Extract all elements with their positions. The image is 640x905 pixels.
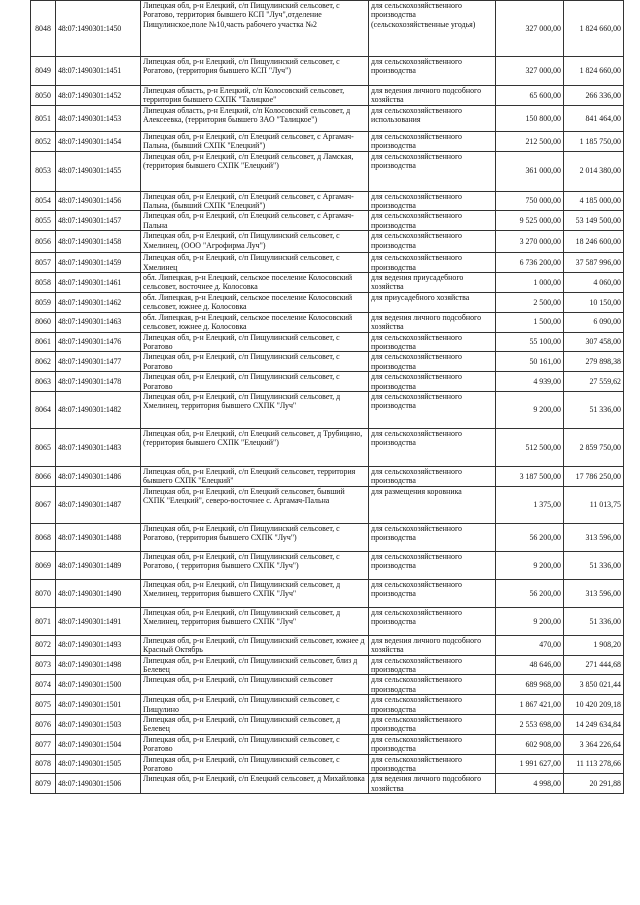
cadastral-value-cell: 10 420 209,18 — [564, 695, 624, 715]
permitted-use-cell: для сельскохозяйственного производства — [369, 579, 496, 607]
area-value-cell: 750 000,00 — [496, 191, 564, 211]
area-value-cell: 55 100,00 — [496, 332, 564, 352]
cadastral-number-cell: 48:07:1490301:1457 — [56, 211, 141, 231]
cadastral-value-cell: 53 149 500,00 — [564, 211, 624, 231]
record-number-cell: 8076 — [31, 715, 56, 735]
permitted-use-cell: для сельскохозяйственного производства — [369, 551, 496, 579]
record-number-cell: 8070 — [31, 579, 56, 607]
address-cell: Липецкая обл, р-н Елецкий, с/п Пищулинский сельсовет, с Рогатово, территория бывшего КСП "Луч",отделение Пищулинское,поле №10,часть рабочего участка №2 — [141, 1, 369, 57]
area-value-cell: 470,00 — [496, 635, 564, 655]
permitted-use-cell: для сельскохозяйственного производства — [369, 754, 496, 774]
cadastral-number-cell: 48:07:1490301:1455 — [56, 151, 141, 191]
record-number-cell: 8072 — [31, 635, 56, 655]
land-registry-table — [30, 0, 624, 794]
address-cell: Липецкая обл, р-н Елецкий, с/п Елецкий сельсовет, с Аргамач-Пальна — [141, 211, 369, 231]
cadastral-value-cell: 4 185 000,00 — [564, 191, 624, 211]
record-number-cell: 8054 — [31, 191, 56, 211]
area-value-cell: 3 270 000,00 — [496, 231, 564, 253]
record-number-cell: 8051 — [31, 105, 56, 131]
cadastral-value-cell: 2 014 380,00 — [564, 151, 624, 191]
record-number-cell: 8078 — [31, 754, 56, 774]
cadastral-number-cell: 48:07:1490301:1456 — [56, 191, 141, 211]
address-cell: Липецкая обл, р-н Елецкий, с/п Пищулинский сельсовет, близ д Белевец — [141, 655, 369, 675]
cadastral-number-cell: 48:07:1490301:1483 — [56, 428, 141, 466]
cadastral-number-cell: 48:07:1490301:1451 — [56, 57, 141, 86]
address-cell: обл. Липецкая, р-н Елецкий, сельское поселение Колосовский сельсовет, южнее д. Колосовка — [141, 312, 369, 332]
permitted-use-cell: для сельскохозяйственного использования — [369, 105, 496, 131]
address-cell: Липецкая обл, р-н Елецкий, с/п Пищулинский сельсовет, южнее д Красный Октябрь — [141, 635, 369, 655]
permitted-use-cell: для сельскохозяйственного производства — [369, 131, 496, 151]
cadastral-value-cell: 14 249 634,84 — [564, 715, 624, 735]
permitted-use-cell: для сельскохозяйственного производства — [369, 253, 496, 273]
permitted-use-cell: для сельскохозяйственного производства — [369, 428, 496, 466]
area-value-cell: 4 998,00 — [496, 774, 564, 794]
permitted-use-cell: для сельскохозяйственного производства — [369, 57, 496, 86]
cadastral-value-cell: 17 786 250,00 — [564, 466, 624, 486]
area-value-cell: 689 968,00 — [496, 675, 564, 695]
table-row — [31, 1, 624, 57]
cadastral-number-cell: 48:07:1490301:1476 — [56, 332, 141, 352]
record-number-cell: 8060 — [31, 312, 56, 332]
permitted-use-cell: для сельскохозяйственного производства — [369, 715, 496, 735]
record-number-cell: 8068 — [31, 523, 56, 551]
cadastral-value-cell: 1 824 660,00 — [564, 57, 624, 86]
cadastral-number-cell: 48:07:1490301:1490 — [56, 579, 141, 607]
cadastral-value-cell: 307 458,00 — [564, 332, 624, 352]
record-number-cell: 8066 — [31, 466, 56, 486]
table-row — [31, 312, 624, 332]
cadastral-value-cell: 313 596,00 — [564, 579, 624, 607]
cadastral-number-cell: 48:07:1490301:1458 — [56, 231, 141, 253]
address-cell: Липецкая обл, р-н Елецкий, с/п Пищулинский сельсовет, с Рогатово, ( территория бывшего СХПК "Луч") — [141, 551, 369, 579]
address-cell: Липецкая обл, р-н Елецкий, с/п Елецкий сельсовет, д Ламская, (территория бывшего СХПК "Елецкий") — [141, 151, 369, 191]
table-row — [31, 105, 624, 131]
cadastral-number-cell: 48:07:1490301:1478 — [56, 372, 141, 392]
table-row — [31, 391, 624, 428]
table-row — [31, 372, 624, 392]
record-number-cell: 8059 — [31, 292, 56, 312]
record-number-cell: 8048 — [31, 1, 56, 57]
permitted-use-cell: для сельскохозяйственного производства — [369, 352, 496, 372]
cadastral-number-cell: 48:07:1490301:1450 — [56, 1, 141, 57]
area-value-cell: 2 500,00 — [496, 292, 564, 312]
permitted-use-cell: для сельскохозяйственного производства — [369, 151, 496, 191]
area-value-cell: 1 000,00 — [496, 273, 564, 293]
area-value-cell: 48 646,00 — [496, 655, 564, 675]
address-cell: Липецкая обл, р-н Елецкий, с/п Пищулинский сельсовет, д Белевец — [141, 715, 369, 735]
address-cell: обл. Липецкая, р-н Елецкий, сельское поселение Колосовский сельсовет, южнее д. Колосовка — [141, 292, 369, 312]
table-row — [31, 754, 624, 774]
permitted-use-cell: для сельскохозяйственного производства — [369, 332, 496, 352]
address-cell: Липецкая обл, р-н Елецкий, с/п Елецкий сельсовет, территория бывшего СХПК "Елецкий" — [141, 466, 369, 486]
cadastral-number-cell: 48:07:1490301:1462 — [56, 292, 141, 312]
table-row — [31, 466, 624, 486]
area-value-cell: 9 200,00 — [496, 607, 564, 635]
area-value-cell: 9 200,00 — [496, 551, 564, 579]
cadastral-value-cell: 4 060,00 — [564, 273, 624, 293]
address-cell: Липецкая обл, р-н Елецкий, с/п Пищулинский сельсовет, с Рогатово, (территория бывшего КСП "Луч") — [141, 57, 369, 86]
permitted-use-cell: для сельскохозяйственного производства (сельскохозяйственные угодья) — [369, 1, 496, 57]
address-cell: Липецкая обл, р-н Елецкий, с/п Пищулинский сельсовет, с Рогатово, (территория бывшего СХПК "Луч") — [141, 523, 369, 551]
address-cell: Липецкая обл, р-н Елецкий, с/п Елецкий сельсовет, с Аргамач-Пальна, (бывший СХПК "Елецкий") — [141, 131, 369, 151]
cadastral-value-cell: 51 336,00 — [564, 551, 624, 579]
cadastral-number-cell: 48:07:1490301:1498 — [56, 655, 141, 675]
permitted-use-cell: для ведения личного подсобного хозяйства — [369, 86, 496, 106]
cadastral-value-cell: 18 246 600,00 — [564, 231, 624, 253]
cadastral-value-cell: 11 113 278,66 — [564, 754, 624, 774]
record-number-cell: 8071 — [31, 607, 56, 635]
area-value-cell: 327 000,00 — [496, 1, 564, 57]
table-row — [31, 211, 624, 231]
address-cell: Липецкая обл, р-н Елецкий, с/п Пищулинский сельсовет, с Хмелинец, (ООО "Агрофирма Луч") — [141, 231, 369, 253]
table-row — [31, 523, 624, 551]
table-row — [31, 57, 624, 86]
area-value-cell: 9 200,00 — [496, 391, 564, 428]
cadastral-value-cell: 841 464,00 — [564, 105, 624, 131]
area-value-cell: 1 867 421,00 — [496, 695, 564, 715]
address-cell: Липецкая область, р-н Елецкий, с/п Колосовский сельсовет, территория бывшего СХПК "Талицкое" — [141, 86, 369, 106]
address-cell: Липецкая обл, р-н Елецкий, с/п Пищулинский сельсовет, с Рогатово — [141, 754, 369, 774]
cadastral-number-cell: 48:07:1490301:1453 — [56, 105, 141, 131]
permitted-use-cell: для приусадебного хозяйства — [369, 292, 496, 312]
area-value-cell: 9 525 000,00 — [496, 211, 564, 231]
cadastral-number-cell: 48:07:1490301:1454 — [56, 131, 141, 151]
table-row — [31, 675, 624, 695]
address-cell: Липецкая обл, р-н Елецкий, с/п Пищулинский сельсовет, с Рогатово — [141, 352, 369, 372]
permitted-use-cell: для сельскохозяйственного производства — [369, 523, 496, 551]
cadastral-value-cell: 1 908,20 — [564, 635, 624, 655]
table-row — [31, 655, 624, 675]
record-number-cell: 8069 — [31, 551, 56, 579]
address-cell: Липецкая обл, р-н Елецкий, с/п Елецкий сельсовет, д Трубицино, (территория бывшего СХПК "Елецкий") — [141, 428, 369, 466]
table-row — [31, 231, 624, 253]
permitted-use-cell: для сельскохозяйственного производства — [369, 211, 496, 231]
cadastral-value-cell: 51 336,00 — [564, 607, 624, 635]
record-number-cell: 8056 — [31, 231, 56, 253]
area-value-cell: 56 200,00 — [496, 523, 564, 551]
table-row — [31, 715, 624, 735]
record-number-cell: 8052 — [31, 131, 56, 151]
cadastral-number-cell: 48:07:1490301:1493 — [56, 635, 141, 655]
address-cell: Липецкая обл, р-н Елецкий, с/п Пищулинский сельсовет, д Хмелинец, территория бывшего СХПК "Луч" — [141, 607, 369, 635]
cadastral-number-cell: 48:07:1490301:1500 — [56, 675, 141, 695]
cadastral-number-cell: 48:07:1490301:1463 — [56, 312, 141, 332]
address-cell: Липецкая область, р-н Елецкий, с/п Колосовский сельсовет, д Алексеевка, (территория бывшего ЗАО "Талицкое") — [141, 105, 369, 131]
record-number-cell: 8064 — [31, 391, 56, 428]
record-number-cell: 8065 — [31, 428, 56, 466]
record-number-cell: 8057 — [31, 253, 56, 273]
record-number-cell: 8062 — [31, 352, 56, 372]
cadastral-value-cell: 313 596,00 — [564, 523, 624, 551]
address-cell: обл. Липецкая, р-н Елецкий, сельское поселение Колосовский сельсовет, восточнее д. Колосовка — [141, 273, 369, 293]
table-row — [31, 486, 624, 523]
area-value-cell: 212 500,00 — [496, 131, 564, 151]
cadastral-value-cell: 10 150,00 — [564, 292, 624, 312]
permitted-use-cell: для ведения приусадебного хозяйства — [369, 273, 496, 293]
address-cell: Липецкая обл, р-н Елецкий, с/п Пищулинский сельсовет, с Рогатово — [141, 372, 369, 392]
table-row — [31, 131, 624, 151]
cadastral-value-cell: 1 185 750,00 — [564, 131, 624, 151]
address-cell: Липецкая обл, р-н Елецкий, с/п Пищулинский сельсовет, с Рогатово — [141, 734, 369, 754]
table-row — [31, 352, 624, 372]
address-cell: Липецкая обл, р-н Елецкий, с/п Пищулинский сельсовет, с Пищулино — [141, 695, 369, 715]
cadastral-number-cell: 48:07:1490301:1505 — [56, 754, 141, 774]
cadastral-value-cell: 2 859 750,00 — [564, 428, 624, 466]
cadastral-number-cell: 48:07:1490301:1487 — [56, 486, 141, 523]
permitted-use-cell: для сельскохозяйственного производства — [369, 372, 496, 392]
cadastral-number-cell: 48:07:1490301:1506 — [56, 774, 141, 794]
permitted-use-cell: для сельскохозяйственного производства — [369, 391, 496, 428]
table-row — [31, 774, 624, 794]
address-cell: Липецкая обл, р-н Елецкий, с/п Елецкий сельсовет, бывший СХПК "Елецкий", северо-восточнее с. Аргамач-Пальна — [141, 486, 369, 523]
table-row — [31, 734, 624, 754]
address-cell: Липецкая обл, р-н Елецкий, с/п Пищулинский сельсовет, д Хмелинец, территория бывшего СХПК "Луч" — [141, 391, 369, 428]
area-value-cell: 512 500,00 — [496, 428, 564, 466]
permitted-use-cell: для сельскохозяйственного производства — [369, 695, 496, 715]
area-value-cell: 1 500,00 — [496, 312, 564, 332]
address-cell: Липецкая обл, р-н Елецкий, с/п Пищулинский сельсовет, с Рогатово — [141, 332, 369, 352]
cadastral-number-cell: 48:07:1490301:1461 — [56, 273, 141, 293]
table-row — [31, 579, 624, 607]
cadastral-value-cell: 279 898,38 — [564, 352, 624, 372]
permitted-use-cell: для ведения личного подсобного хозяйства — [369, 312, 496, 332]
record-number-cell: 8050 — [31, 86, 56, 106]
address-cell: Липецкая обл, р-н Елецкий, с/п Елецкий сельсовет, д Михайловка — [141, 774, 369, 794]
address-cell: Липецкая обл, р-н Елецкий, с/п Пищулинский сельсовет — [141, 675, 369, 695]
table-row — [31, 607, 624, 635]
area-value-cell: 3 187 500,00 — [496, 466, 564, 486]
cadastral-number-cell: 48:07:1490301:1477 — [56, 352, 141, 372]
table-row — [31, 253, 624, 273]
record-number-cell: 8058 — [31, 273, 56, 293]
permitted-use-cell: для сельскохозяйственного производства — [369, 734, 496, 754]
record-number-cell: 8055 — [31, 211, 56, 231]
permitted-use-cell: для сельскохозяйственного производства — [369, 655, 496, 675]
address-cell: Липецкая обл, р-н Елецкий, с/п Елецкий сельсовет, с Аргамач-Пальна, (бывший СХПК "Елецкий") — [141, 191, 369, 211]
permitted-use-cell: для ведения личного подсобного хозяйства — [369, 635, 496, 655]
cadastral-value-cell: 3 364 226,64 — [564, 734, 624, 754]
area-value-cell: 327 000,00 — [496, 57, 564, 86]
cadastral-number-cell: 48:07:1490301:1501 — [56, 695, 141, 715]
cadastral-value-cell: 37 587 996,00 — [564, 253, 624, 273]
cadastral-number-cell: 48:07:1490301:1459 — [56, 253, 141, 273]
area-value-cell: 361 000,00 — [496, 151, 564, 191]
area-value-cell: 1 375,00 — [496, 486, 564, 523]
cadastral-number-cell: 48:07:1490301:1482 — [56, 391, 141, 428]
record-number-cell: 8067 — [31, 486, 56, 523]
permitted-use-cell: для сельскохозяйственного производства — [369, 675, 496, 695]
area-value-cell: 2 553 698,00 — [496, 715, 564, 735]
record-number-cell: 8073 — [31, 655, 56, 675]
cadastral-value-cell: 27 559,62 — [564, 372, 624, 392]
area-value-cell: 56 200,00 — [496, 579, 564, 607]
record-number-cell: 8053 — [31, 151, 56, 191]
record-number-cell: 8049 — [31, 57, 56, 86]
area-value-cell: 602 908,00 — [496, 734, 564, 754]
permitted-use-cell: для сельскохозяйственного производства — [369, 231, 496, 253]
record-number-cell: 8074 — [31, 675, 56, 695]
area-value-cell: 50 161,00 — [496, 352, 564, 372]
permitted-use-cell: для сельскохозяйственного производства — [369, 191, 496, 211]
table-row — [31, 191, 624, 211]
record-number-cell: 8077 — [31, 734, 56, 754]
land-registry-rows — [31, 1, 624, 794]
record-number-cell: 8063 — [31, 372, 56, 392]
table-row — [31, 635, 624, 655]
cadastral-value-cell: 3 850 021,44 — [564, 675, 624, 695]
area-value-cell: 4 939,00 — [496, 372, 564, 392]
table-row — [31, 428, 624, 466]
cadastral-number-cell: 48:07:1490301:1489 — [56, 551, 141, 579]
address-cell: Липецкая обл, р-н Елецкий, с/п Пищулинский сельсовет, с Хмелинец — [141, 253, 369, 273]
table-row — [31, 292, 624, 312]
cadastral-number-cell: 48:07:1490301:1452 — [56, 86, 141, 106]
record-number-cell: 8075 — [31, 695, 56, 715]
table-row — [31, 551, 624, 579]
cadastral-number-cell: 48:07:1490301:1491 — [56, 607, 141, 635]
cadastral-value-cell: 271 444,68 — [564, 655, 624, 675]
cadastral-value-cell: 11 013,75 — [564, 486, 624, 523]
table-row — [31, 86, 624, 106]
area-value-cell: 1 991 627,00 — [496, 754, 564, 774]
cadastral-number-cell: 48:07:1490301:1503 — [56, 715, 141, 735]
area-value-cell: 150 800,00 — [496, 105, 564, 131]
cadastral-value-cell: 6 090,00 — [564, 312, 624, 332]
permitted-use-cell: для размещения коровника — [369, 486, 496, 523]
cadastral-value-cell: 51 336,00 — [564, 391, 624, 428]
area-value-cell: 6 736 200,00 — [496, 253, 564, 273]
table-row — [31, 332, 624, 352]
area-value-cell: 65 600,00 — [496, 86, 564, 106]
permitted-use-cell: для ведения личного подсобного хозяйства — [369, 774, 496, 794]
cadastral-number-cell: 48:07:1490301:1504 — [56, 734, 141, 754]
permitted-use-cell: для сельскохозяйственного производства — [369, 466, 496, 486]
table-row — [31, 695, 624, 715]
table-row — [31, 273, 624, 293]
cadastral-value-cell: 20 291,88 — [564, 774, 624, 794]
record-number-cell: 8079 — [31, 774, 56, 794]
table-row — [31, 151, 624, 191]
address-cell: Липецкая обл, р-н Елецкий, с/п Пищулинский сельсовет, д Хмелинец, территория бывшего СХПК "Луч" — [141, 579, 369, 607]
record-number-cell: 8061 — [31, 332, 56, 352]
cadastral-value-cell: 266 336,00 — [564, 86, 624, 106]
cadastral-number-cell: 48:07:1490301:1488 — [56, 523, 141, 551]
cadastral-number-cell: 48:07:1490301:1486 — [56, 466, 141, 486]
permitted-use-cell: для сельскохозяйственного производства — [369, 607, 496, 635]
cadastral-value-cell: 1 824 660,00 — [564, 1, 624, 57]
